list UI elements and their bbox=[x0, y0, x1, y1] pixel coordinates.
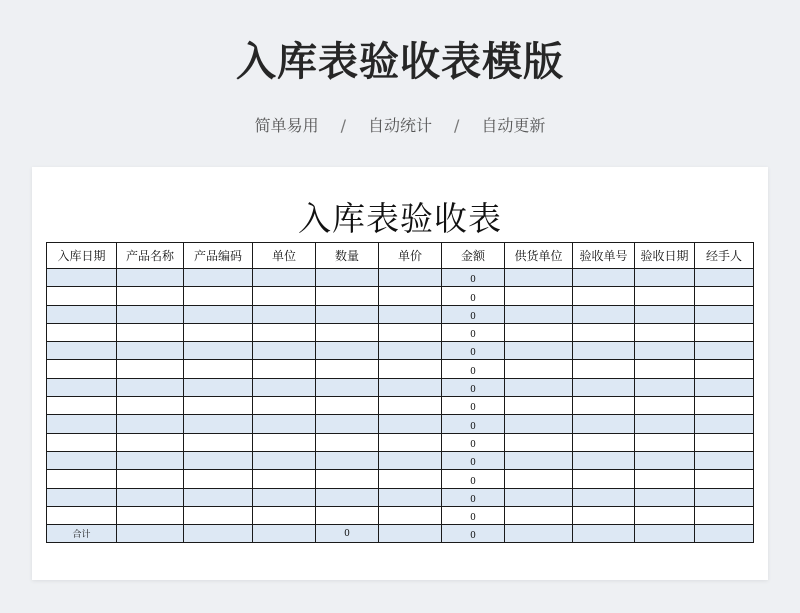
table-cell[interactable] bbox=[316, 451, 379, 469]
table-cell[interactable] bbox=[47, 470, 117, 488]
table-cell[interactable] bbox=[253, 397, 316, 415]
table-cell[interactable] bbox=[316, 305, 379, 323]
table-cell[interactable] bbox=[505, 287, 573, 305]
table-cell[interactable] bbox=[379, 415, 442, 433]
amount-cell[interactable]: 0 bbox=[442, 415, 505, 433]
amount-cell[interactable]: 0 bbox=[442, 506, 505, 524]
amount-cell[interactable]: 0 bbox=[442, 342, 505, 360]
table-cell[interactable] bbox=[635, 415, 695, 433]
table-cell[interactable] bbox=[379, 506, 442, 524]
table-cell[interactable] bbox=[184, 269, 253, 287]
table-cell[interactable] bbox=[253, 488, 316, 506]
table-cell[interactable] bbox=[695, 525, 754, 543]
col-header-amount: 金额 bbox=[442, 243, 505, 269]
table-cell[interactable] bbox=[117, 287, 184, 305]
table-cell[interactable] bbox=[695, 397, 754, 415]
table-cell[interactable] bbox=[316, 323, 379, 341]
table-cell[interactable] bbox=[695, 451, 754, 469]
table-cell[interactable] bbox=[117, 360, 184, 378]
table-cell[interactable] bbox=[379, 323, 442, 341]
table-cell[interactable] bbox=[573, 342, 635, 360]
table-cell[interactable] bbox=[695, 488, 754, 506]
table-cell[interactable] bbox=[505, 342, 573, 360]
table-cell[interactable] bbox=[573, 397, 635, 415]
amount-cell[interactable]: 0 bbox=[442, 397, 505, 415]
table-cell[interactable] bbox=[505, 305, 573, 323]
table-cell[interactable] bbox=[117, 342, 184, 360]
table-cell[interactable] bbox=[117, 470, 184, 488]
amount-cell[interactable]: 0 bbox=[442, 360, 505, 378]
table-cell[interactable] bbox=[184, 433, 253, 451]
table-cell[interactable] bbox=[505, 506, 573, 524]
table-cell[interactable] bbox=[316, 269, 379, 287]
table-cell[interactable] bbox=[316, 378, 379, 396]
total-row bbox=[47, 525, 754, 543]
table-cell[interactable] bbox=[379, 342, 442, 360]
table-cell[interactable] bbox=[47, 415, 117, 433]
table-cell[interactable] bbox=[253, 305, 316, 323]
table-cell[interactable] bbox=[635, 506, 695, 524]
feature-auto-update: 自动更新 bbox=[481, 116, 546, 135]
table-cell[interactable] bbox=[184, 323, 253, 341]
amount-cell[interactable]: 0 bbox=[442, 470, 505, 488]
table-cell[interactable] bbox=[47, 451, 117, 469]
table-cell[interactable] bbox=[505, 433, 573, 451]
table-cell[interactable] bbox=[379, 269, 442, 287]
table-cell[interactable] bbox=[505, 360, 573, 378]
table-cell[interactable] bbox=[184, 305, 253, 323]
table-cell[interactable] bbox=[253, 360, 316, 378]
table-cell[interactable] bbox=[573, 378, 635, 396]
amount-cell[interactable]: 0 bbox=[442, 488, 505, 506]
table-cell[interactable] bbox=[184, 470, 253, 488]
table-cell[interactable] bbox=[695, 415, 754, 433]
page-title: 入库表验收表模版 bbox=[236, 39, 564, 85]
inventory-table bbox=[46, 242, 754, 543]
table-cell[interactable] bbox=[635, 433, 695, 451]
table-cell[interactable] bbox=[184, 525, 253, 543]
table-cell[interactable] bbox=[573, 470, 635, 488]
table-cell[interactable] bbox=[635, 323, 695, 341]
table-cell[interactable] bbox=[695, 342, 754, 360]
table-cell[interactable] bbox=[635, 397, 695, 415]
amount-cell[interactable]: 0 bbox=[442, 451, 505, 469]
amount-cell[interactable]: 0 bbox=[442, 323, 505, 341]
table-cell[interactable] bbox=[47, 433, 117, 451]
table-cell[interactable] bbox=[117, 323, 184, 341]
table-cell[interactable] bbox=[695, 305, 754, 323]
table-cell[interactable] bbox=[635, 378, 695, 396]
table-cell[interactable] bbox=[505, 488, 573, 506]
table-cell[interactable] bbox=[695, 360, 754, 378]
sheet-title: 入库表验收表 bbox=[298, 199, 502, 238]
table-cell[interactable] bbox=[379, 470, 442, 488]
table-row bbox=[47, 305, 754, 323]
spreadsheet-preview bbox=[32, 167, 768, 580]
table-cell[interactable] bbox=[316, 287, 379, 305]
table-cell[interactable] bbox=[47, 488, 117, 506]
table-cell[interactable] bbox=[695, 287, 754, 305]
table-cell[interactable] bbox=[573, 287, 635, 305]
total-amount[interactable]: 0 bbox=[442, 525, 505, 543]
table-cell[interactable] bbox=[253, 378, 316, 396]
table-cell[interactable] bbox=[184, 360, 253, 378]
table-cell[interactable] bbox=[379, 433, 442, 451]
table-cell[interactable] bbox=[47, 397, 117, 415]
table-cell[interactable] bbox=[379, 525, 442, 543]
table-cell[interactable] bbox=[117, 415, 184, 433]
table-cell[interactable] bbox=[635, 342, 695, 360]
amount-cell[interactable]: 0 bbox=[442, 433, 505, 451]
table-row bbox=[47, 506, 754, 524]
table-cell[interactable] bbox=[316, 470, 379, 488]
table-cell[interactable] bbox=[573, 506, 635, 524]
table-cell[interactable] bbox=[316, 488, 379, 506]
table-row bbox=[47, 415, 754, 433]
col-header-inbound-date: 入库日期 bbox=[47, 243, 117, 269]
table-cell[interactable] bbox=[505, 415, 573, 433]
table-cell[interactable] bbox=[695, 269, 754, 287]
table-row bbox=[47, 397, 754, 415]
table-cell[interactable] bbox=[379, 305, 442, 323]
table-cell[interactable] bbox=[695, 323, 754, 341]
table-row bbox=[47, 433, 754, 451]
table-cell[interactable] bbox=[635, 488, 695, 506]
col-header-receipt-date: 验收日期 bbox=[635, 243, 695, 269]
table-cell[interactable] bbox=[573, 360, 635, 378]
table-row bbox=[47, 470, 754, 488]
table-cell[interactable] bbox=[695, 506, 754, 524]
total-label: 合计 bbox=[47, 525, 117, 543]
separator: / bbox=[454, 116, 460, 135]
table-row bbox=[47, 378, 754, 396]
table-cell[interactable] bbox=[253, 470, 316, 488]
table-cell[interactable] bbox=[379, 488, 442, 506]
table-cell[interactable] bbox=[117, 269, 184, 287]
table-cell[interactable] bbox=[316, 397, 379, 415]
table-cell[interactable] bbox=[184, 397, 253, 415]
col-header-unit: 单位 bbox=[253, 243, 316, 269]
table-cell[interactable] bbox=[316, 415, 379, 433]
table-cell[interactable] bbox=[117, 433, 184, 451]
table-cell[interactable] bbox=[573, 488, 635, 506]
col-header-handler: 经手人 bbox=[695, 243, 754, 269]
table-cell[interactable] bbox=[253, 415, 316, 433]
table-cell[interactable] bbox=[117, 488, 184, 506]
amount-cell[interactable]: 0 bbox=[442, 378, 505, 396]
col-header-supplier: 供货单位 bbox=[505, 243, 573, 269]
table-row bbox=[47, 323, 754, 341]
table-cell[interactable] bbox=[47, 269, 117, 287]
table-cell[interactable] bbox=[379, 360, 442, 378]
table-cell[interactable] bbox=[253, 287, 316, 305]
table-cell[interactable] bbox=[695, 470, 754, 488]
table-cell[interactable] bbox=[47, 506, 117, 524]
table-cell[interactable] bbox=[316, 360, 379, 378]
table-cell[interactable] bbox=[573, 415, 635, 433]
table-cell[interactable] bbox=[184, 506, 253, 524]
table-cell[interactable] bbox=[635, 525, 695, 543]
feature-easy: 简单易用 bbox=[254, 116, 319, 135]
table-row bbox=[47, 287, 754, 305]
table-cell[interactable] bbox=[253, 433, 316, 451]
table-row bbox=[47, 451, 754, 469]
table-cell[interactable] bbox=[117, 451, 184, 469]
table-row bbox=[47, 488, 754, 506]
table-cell[interactable] bbox=[505, 451, 573, 469]
table-cell[interactable] bbox=[635, 451, 695, 469]
table-cell[interactable] bbox=[573, 433, 635, 451]
table-cell[interactable] bbox=[316, 506, 379, 524]
table-cell[interactable] bbox=[253, 323, 316, 341]
table-cell[interactable] bbox=[184, 342, 253, 360]
table-cell[interactable] bbox=[117, 378, 184, 396]
table-cell[interactable] bbox=[316, 342, 379, 360]
col-header-quantity: 数量 bbox=[316, 243, 379, 269]
table-cell[interactable] bbox=[316, 433, 379, 451]
table-cell[interactable] bbox=[505, 269, 573, 287]
table-cell[interactable] bbox=[47, 378, 117, 396]
table-cell[interactable] bbox=[117, 397, 184, 415]
amount-cell[interactable]: 0 bbox=[442, 269, 505, 287]
table-cell[interactable] bbox=[253, 451, 316, 469]
table-cell[interactable] bbox=[635, 470, 695, 488]
table-cell[interactable] bbox=[573, 323, 635, 341]
table-cell[interactable] bbox=[253, 269, 316, 287]
col-header-product-code: 产品编码 bbox=[184, 243, 253, 269]
table-cell[interactable] bbox=[505, 397, 573, 415]
table-cell[interactable] bbox=[379, 451, 442, 469]
amount-cell[interactable]: 0 bbox=[442, 305, 505, 323]
table-cell[interactable] bbox=[379, 287, 442, 305]
table-cell[interactable] bbox=[635, 360, 695, 378]
col-header-receipt-no: 验收单号 bbox=[573, 243, 635, 269]
header-row bbox=[47, 243, 754, 269]
feature-tagline bbox=[0, 113, 800, 136]
table-cell[interactable] bbox=[253, 506, 316, 524]
table-cell[interactable] bbox=[505, 470, 573, 488]
table-cell[interactable] bbox=[695, 433, 754, 451]
table-cell[interactable] bbox=[573, 269, 635, 287]
table-cell[interactable] bbox=[505, 525, 573, 543]
table-cell[interactable] bbox=[379, 378, 442, 396]
table-cell[interactable] bbox=[117, 506, 184, 524]
table-cell[interactable] bbox=[184, 378, 253, 396]
table-cell[interactable] bbox=[184, 415, 253, 433]
table-cell[interactable] bbox=[635, 305, 695, 323]
amount-cell[interactable]: 0 bbox=[442, 287, 505, 305]
table-cell[interactable] bbox=[47, 287, 117, 305]
table-cell[interactable] bbox=[379, 397, 442, 415]
table-cell[interactable] bbox=[184, 451, 253, 469]
table-row bbox=[47, 269, 754, 287]
table-row bbox=[47, 342, 754, 360]
table-row bbox=[47, 360, 754, 378]
table-cell[interactable] bbox=[47, 305, 117, 323]
table-cell[interactable] bbox=[184, 488, 253, 506]
table-cell[interactable] bbox=[253, 525, 316, 543]
col-header-product-name: 产品名称 bbox=[117, 243, 184, 269]
feature-auto-stats: 自动统计 bbox=[367, 116, 432, 135]
col-header-unit-price: 单价 bbox=[379, 243, 442, 269]
table-cell[interactable] bbox=[117, 525, 184, 543]
table-cell[interactable] bbox=[253, 342, 316, 360]
table-cell[interactable] bbox=[505, 378, 573, 396]
table-cell[interactable] bbox=[47, 323, 117, 341]
table-cell[interactable] bbox=[47, 342, 117, 360]
separator: / bbox=[340, 116, 346, 135]
table-cell[interactable] bbox=[695, 378, 754, 396]
table-cell[interactable] bbox=[635, 269, 695, 287]
table-cell[interactable] bbox=[573, 451, 635, 469]
table-cell[interactable] bbox=[573, 305, 635, 323]
table-cell[interactable] bbox=[573, 525, 635, 543]
table-cell[interactable] bbox=[47, 360, 117, 378]
table-cell[interactable] bbox=[184, 287, 253, 305]
table-cell[interactable] bbox=[635, 287, 695, 305]
total-quantity[interactable]: 0 bbox=[316, 525, 379, 543]
table-cell[interactable] bbox=[117, 305, 184, 323]
table-cell[interactable] bbox=[505, 323, 573, 341]
